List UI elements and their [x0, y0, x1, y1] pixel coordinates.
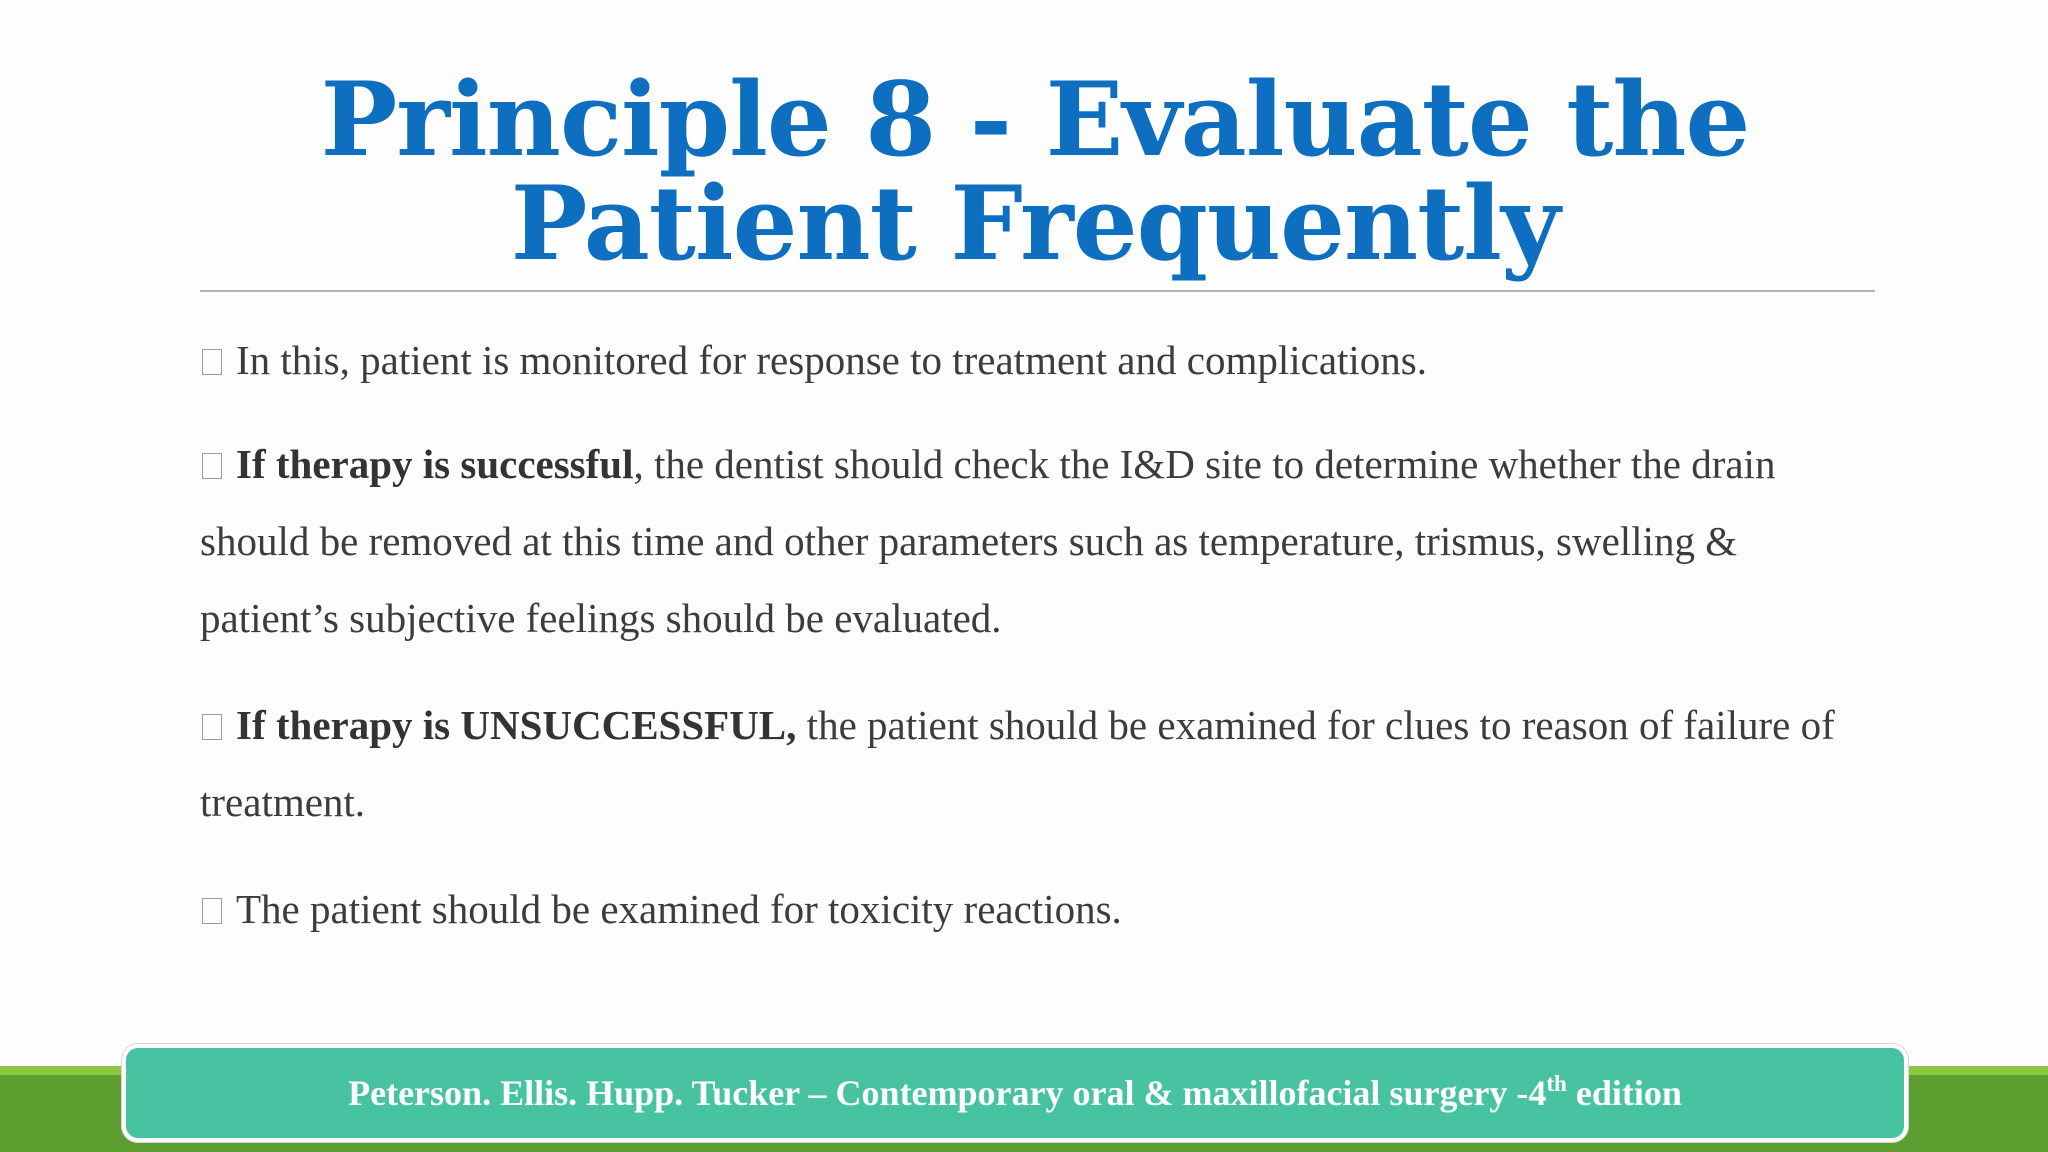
- title-divider: [200, 290, 1875, 292]
- bullet-item-2: [200, 426, 1880, 657]
- bullet-item-1: [200, 320, 1880, 400]
- bullet-2-text: , the dentist should check the I&D site to determine whether the drain should be removed at this time and other parameters such as temperature, trismus, swelling & patient’s subjective feelings should be evaluated.: [200, 441, 1776, 641]
- bullet-square-icon: [202, 349, 222, 375]
- citation-end: edition: [1566, 1073, 1682, 1113]
- citation-banner: [122, 1044, 1908, 1142]
- slide-title-line-2: Patient Frequently: [510, 164, 1560, 284]
- bullet-item-4: [200, 871, 1880, 948]
- bullet-item-3: [200, 687, 1880, 841]
- bullet-3-text: the patient should be examined for clues to reason of failure of treatment.: [200, 702, 1835, 825]
- citation-main: Peterson. Ellis. Hupp. Tucker – Contemporary oral & maxillofacial surgery -4: [348, 1073, 1547, 1113]
- bullet-square-icon: [202, 714, 222, 740]
- bullet-2-bold-lead: If therapy is successful: [236, 441, 634, 487]
- bullet-1-text: In this, patient is monitored for response to treatment and complications.: [236, 337, 1428, 383]
- citation-text: [348, 1072, 1682, 1114]
- slide-title-line-1: Principle 8 - Evaluate the: [320, 60, 1750, 180]
- bullet-square-icon: [202, 453, 222, 479]
- bullet-3-bold-lead: If therapy is UNSUCCESSFUL,: [236, 702, 797, 748]
- slide-body: [200, 320, 1880, 978]
- bullet-4-text: The patient should be examined for toxicity reactions.: [236, 886, 1122, 932]
- slide-title: [200, 60, 1870, 284]
- bullet-square-icon: [202, 898, 222, 924]
- citation-superscript: th: [1546, 1071, 1567, 1096]
